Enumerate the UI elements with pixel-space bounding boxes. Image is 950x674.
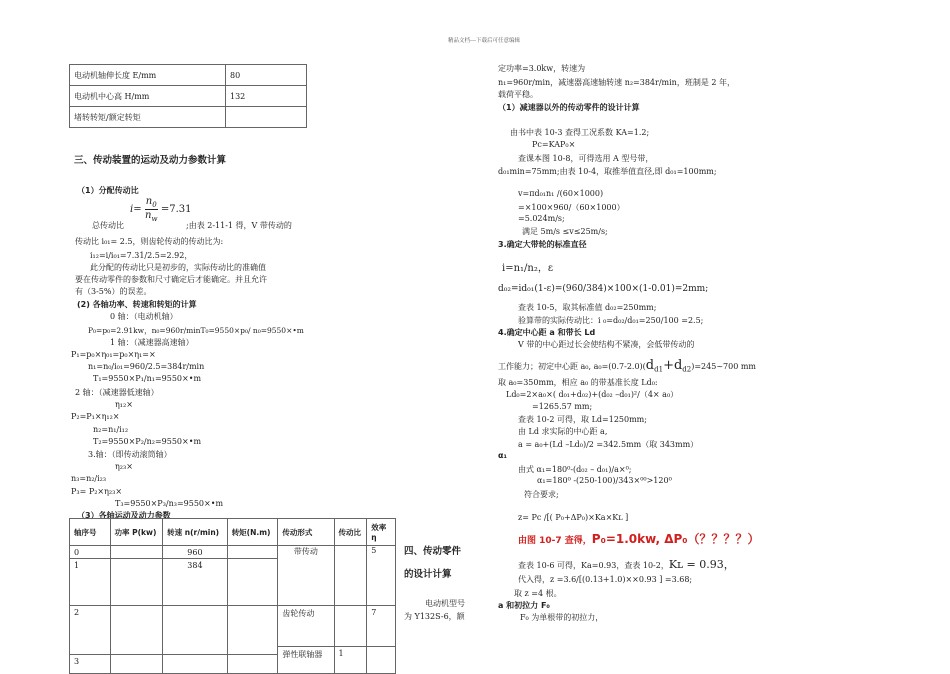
text-span: P₀=1.0kw, ΔP₀（？？？？） (591, 532, 760, 546)
text-line: P₂=P₁×η₁₂× (71, 412, 120, 421)
text-line: T₁=9550×P₁/n₁=9550×•m (93, 374, 202, 383)
text-line: α₁=180⁰ -(250-100)/343×⁰⁰>120⁰ (537, 476, 672, 485)
subsection-heading: (2) 各轴功率、转速和转矩的计算 (77, 300, 197, 309)
text-line (518, 556, 735, 572)
table-cell (367, 647, 396, 674)
text-span: d2 (682, 365, 692, 374)
text-line: n₁=960r/min，减速器高速轴转速 n₂=384r/min，班制是 2 年， (498, 78, 736, 87)
table-row (70, 546, 396, 559)
text-line: P₀=p₀=2.91kw，n₀=960r/minT₀=9550×p₀/ n₀=9550×•m (88, 326, 304, 335)
column-header: 传动形式 (278, 519, 334, 546)
formula-line (498, 358, 756, 374)
text-line: V 带的中心距过长会使结构不紧凑，会低带传动的 (518, 340, 695, 349)
column-header: 效率η (367, 519, 396, 546)
table-cell: 弹性联轴器 (278, 647, 334, 674)
text-line: 要在传动零件的参数和尺寸确定后才能确定。并且允许 (75, 275, 267, 284)
formula-sub: 0 (152, 201, 157, 209)
table-cell (334, 606, 367, 647)
ratio-formula (130, 196, 192, 223)
table-cell: 960 (163, 546, 228, 559)
text-line: n₁=n₀/i₀₁=960/2.5=384r/min (88, 362, 205, 371)
text-line: 载荷平稳。 (498, 90, 538, 99)
text-line: 取 a₀=350mm，相应 a₀ 的带基准长度 Ld₀: (498, 378, 658, 387)
column-header: 传动比 (334, 519, 367, 546)
table-cell: 0 (70, 546, 111, 559)
subsection-heading: 3.确定大带轮的标准直径 (498, 240, 587, 249)
table-cell: 5 (367, 546, 396, 606)
subsection-heading: a 和初拉力 F₀ (498, 601, 550, 610)
text-span: +d (663, 358, 683, 373)
table-cell (110, 606, 163, 655)
text-line: 此分配的传动比只是初步的，实际传动比的准确值 (90, 263, 266, 272)
highlight-note (518, 530, 760, 547)
table-cell (110, 655, 163, 674)
text-line: ;由表 2-11-1 得，V 带传动的 (186, 221, 292, 230)
text-line: 查课本图 10-8，可得选用 A 型号带， (518, 154, 654, 163)
table-cell: 电动机中心高 H/mm (70, 86, 226, 107)
table-header-row (70, 519, 396, 546)
table-row (70, 606, 396, 647)
table-cell: 132 (226, 86, 307, 107)
text-line: 2 轴：（减速器低速轴） (75, 388, 159, 397)
formula-numerator: n (145, 196, 153, 207)
text-line: v=πd₀₁n₁ /(60×1000) (518, 189, 604, 198)
text-span: 查表 10-6 可得，Ka=0.93，查表 10-2， (518, 561, 669, 570)
table-cell: 384 (163, 559, 228, 606)
text-span: 工作能力；初定中心距 a₀, a₀=(0.7-2.0)( (498, 362, 646, 371)
column-header: 轴序号 (70, 519, 111, 546)
text-line: 传动比 i₀₁= 2.5，则齿轮传动的传动比为: (75, 237, 224, 246)
text-line: i=n₁/n₂，ε (502, 263, 554, 274)
table-cell: 7 (367, 606, 396, 647)
table-cell (334, 546, 367, 606)
table-cell (110, 546, 163, 559)
text-line: P₁=p₀×η₀₁=p₀×η₁=× (71, 350, 156, 359)
table-cell (227, 546, 278, 559)
column-header: 转速 n(r/min) (163, 519, 228, 546)
subsection-heading: （1）减速器以外的传动零件的设计计算 (498, 103, 640, 112)
text-line: z= Pc /[( P₀+ΔP₀)×Ka×Kʟ ] (518, 513, 629, 522)
text-line: =5.024m/s; (518, 214, 565, 223)
table-cell: 2 (70, 606, 111, 655)
table-cell (227, 655, 278, 674)
table-cell (163, 655, 228, 674)
table-cell: 1 (70, 559, 111, 606)
formula-denominator: n (145, 210, 152, 221)
subsection-heading: （3）各轴运动及动力参数 (77, 511, 171, 520)
table-cell: 堵转转矩/额定转矩 (70, 107, 226, 128)
text-span: 由图 10-7 查得， (518, 536, 592, 546)
table-cell (227, 606, 278, 655)
table-cell (226, 107, 307, 128)
text-line: i₁₂=i/i₀₁=7.31/2.5=2.92， (90, 251, 193, 260)
text-span: d1 (654, 365, 664, 374)
text-line: 验算带的实际传动比：i ₀=d₀₂/d₀₁=250/100 =2.5; (518, 316, 704, 325)
text-line: 由式 α₁=180⁰-(d₀₂ – d₀₁)/a×⁰; (518, 465, 632, 474)
text-line: 3.轴：（即传动滚筒轴） (88, 450, 172, 459)
text-line: 满足 5m/s ≤v≤25m/s; (522, 227, 608, 236)
table-cell: 齿轮传动 (278, 606, 334, 647)
table-cell: 1 (334, 647, 367, 674)
formula-lhs: i= (130, 204, 142, 215)
text-line: 总传动比 (92, 221, 124, 230)
formula-value: =7.31 (160, 204, 192, 215)
text-span: Kʟ = 0.93， (668, 558, 735, 571)
text-line: =×100×960/（60×1000） (518, 203, 625, 212)
text-line: α₁ (498, 451, 507, 460)
text-line: 为 Y132S-6，额 (404, 612, 465, 621)
table-row (70, 65, 307, 86)
text-line: 符合要求; (524, 490, 559, 499)
text-line: Pc=KAP₀× (532, 140, 576, 149)
text-line: T₂=9550×P₂/n₂=9550×•m (93, 437, 202, 446)
section-heading: 四、传动零件 (404, 546, 462, 557)
text-span: d (645, 358, 655, 373)
text-line: n₂=n₁/i₁₂ (93, 425, 129, 434)
page-header: 精品文档---下载后可任意编辑 (448, 38, 520, 44)
text-line: P₃= P₂×η₂₃× (71, 487, 123, 496)
table-row (70, 86, 307, 107)
text-line: =1265.57 mm; (532, 402, 593, 411)
table-cell: 电动机轴伸长度 E/mm (70, 65, 226, 86)
formula-fraction (145, 196, 158, 223)
text-line: Ld₀=2×a₀×( d₀₁+d₀₂)+(d₀₂ –d₀₁)²/（4× a₀） (506, 390, 679, 399)
formula-sub: w (151, 215, 158, 223)
text-line: 由书中表 10-3 查得工况系数 KA=1.2; (510, 128, 650, 137)
subsection-heading: 4.确定中心距 a 和带长 Ld (498, 328, 596, 337)
subsection-heading: （1）分配传动比 (77, 186, 139, 195)
text-line: η₂₃× (115, 462, 133, 471)
text-line: n₃=n₂/i₂₃ (71, 474, 107, 483)
text-line: 定功率=3.0kw，转速为 (498, 64, 586, 73)
text-line: d₀₁min=75mm;由表 10-4，取推举值直径,即 d₀₁=100mm; (498, 167, 717, 176)
text-line: F₀ 为单根带的初拉力， (520, 613, 604, 622)
table-cell (227, 559, 278, 606)
table-cell: 80 (226, 65, 307, 86)
column-header: 功率 P(kw) (110, 519, 163, 546)
table-cell: 带传动 (278, 546, 334, 606)
section-heading: 三、传动装置的运动及动力参数计算 (74, 155, 227, 166)
section-heading: 的设计计算 (404, 569, 452, 580)
motor-table (69, 64, 307, 128)
text-span: )=245~700 mm (691, 362, 756, 371)
text-line: η₁₂× (115, 400, 133, 409)
text-line: d₀₂=id₀₁(1-ε)=(960/384)×100×(1-0.01)=2mm; (498, 284, 709, 294)
table-cell (110, 559, 163, 606)
text-line: 由 Ld 求实际的中心距 a, (518, 427, 608, 436)
text-line: 有（3-5%）的误差。 (75, 287, 152, 296)
table-cell: 3 (70, 655, 111, 674)
parameter-table (69, 518, 396, 674)
text-line: a = a₀+(Ld –Ld₀)/2 =342.5mm（取 343mm） (518, 440, 699, 449)
text-line: 电动机型号 (425, 599, 465, 608)
column-header: 转矩(N.m) (227, 519, 278, 546)
text-line: 查表 10-5，取其标准值 d₀₂=250mm; (518, 303, 657, 312)
text-line: 0 轴：（电动机轴） (110, 312, 178, 321)
table-cell (163, 606, 228, 655)
text-line: 代入得，z =3.6/[(0.13+1.0)××0.93 ] =3.68; (518, 575, 693, 584)
text-line: 取 z =4 根。 (514, 589, 562, 598)
table-row (70, 107, 307, 128)
text-line: T₃=9550×P₃/n₃=9550×•m (115, 499, 224, 508)
text-line: 1 轴：（减速器高速轴） (110, 338, 194, 347)
text-line: 查表 10-2 可得，取 Ld=1250mm; (518, 415, 647, 424)
